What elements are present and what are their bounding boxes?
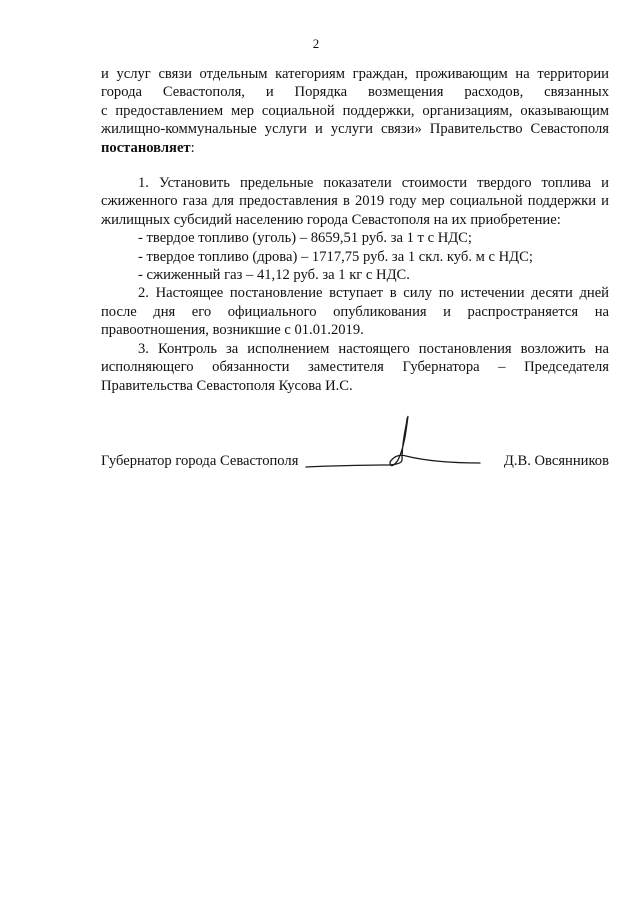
page-number: 2	[312, 36, 320, 51]
handwritten-signature	[290, 410, 490, 476]
intro-line-2: города Севастополя, и Порядка возмещения расходов, связанных	[101, 84, 609, 101]
resolves-line	[101, 139, 609, 157]
resolves-colon: :	[190, 139, 195, 156]
clause-2: 2. Настоящее постановление вступает в силу по истечении десяти дней после дня его официального опубликования и распространяется на правоотношения, возникшие с 01.01.2019.	[101, 285, 609, 339]
intro-line-1: и услуг связи отдельным категориям граждан, проживающим на территории	[101, 66, 609, 82]
resolves-word: постановляет	[101, 139, 191, 156]
clause-3: 3. Контроль за исполнением настоящего постановления возложить на исполняющего обязанности заместителя Губернатора – Председателя Правительства Севастополя Кусова И.С.	[101, 340, 609, 394]
document-body	[101, 65, 609, 395]
clause-1: 1. Установить предельные показатели стоимости твердого топлива и сжиженного газа для предоставления в 2019 году мер социальной поддержки и жилищных субсидий населению города Севастополя на их приобретение:	[101, 175, 609, 228]
clause-1-item-wood: - твердое топливо (дрова) – 1717,75 руб. за 1 скл. куб. м с НДС;	[138, 248, 533, 265]
signatory-name: Д.В. Овсянников	[503, 453, 609, 469]
intro-line-3: с предоставлением мер социальной поддержки, организациям, оказывающим	[101, 102, 609, 119]
clause-1-item-gas: - сжиженный газ – 41,12 руб. за 1 кг с НДС.	[138, 267, 410, 284]
signatory-position: Губернатор города Севастополя	[101, 453, 299, 469]
intro-line-4: жилищно-коммунальные услуги и услуги связи» Правительство Севастополя	[101, 121, 609, 138]
clause-1-item-coal: - твердое топливо (уголь) – 8659,51 руб. за 1 т с НДС;	[138, 230, 472, 247]
